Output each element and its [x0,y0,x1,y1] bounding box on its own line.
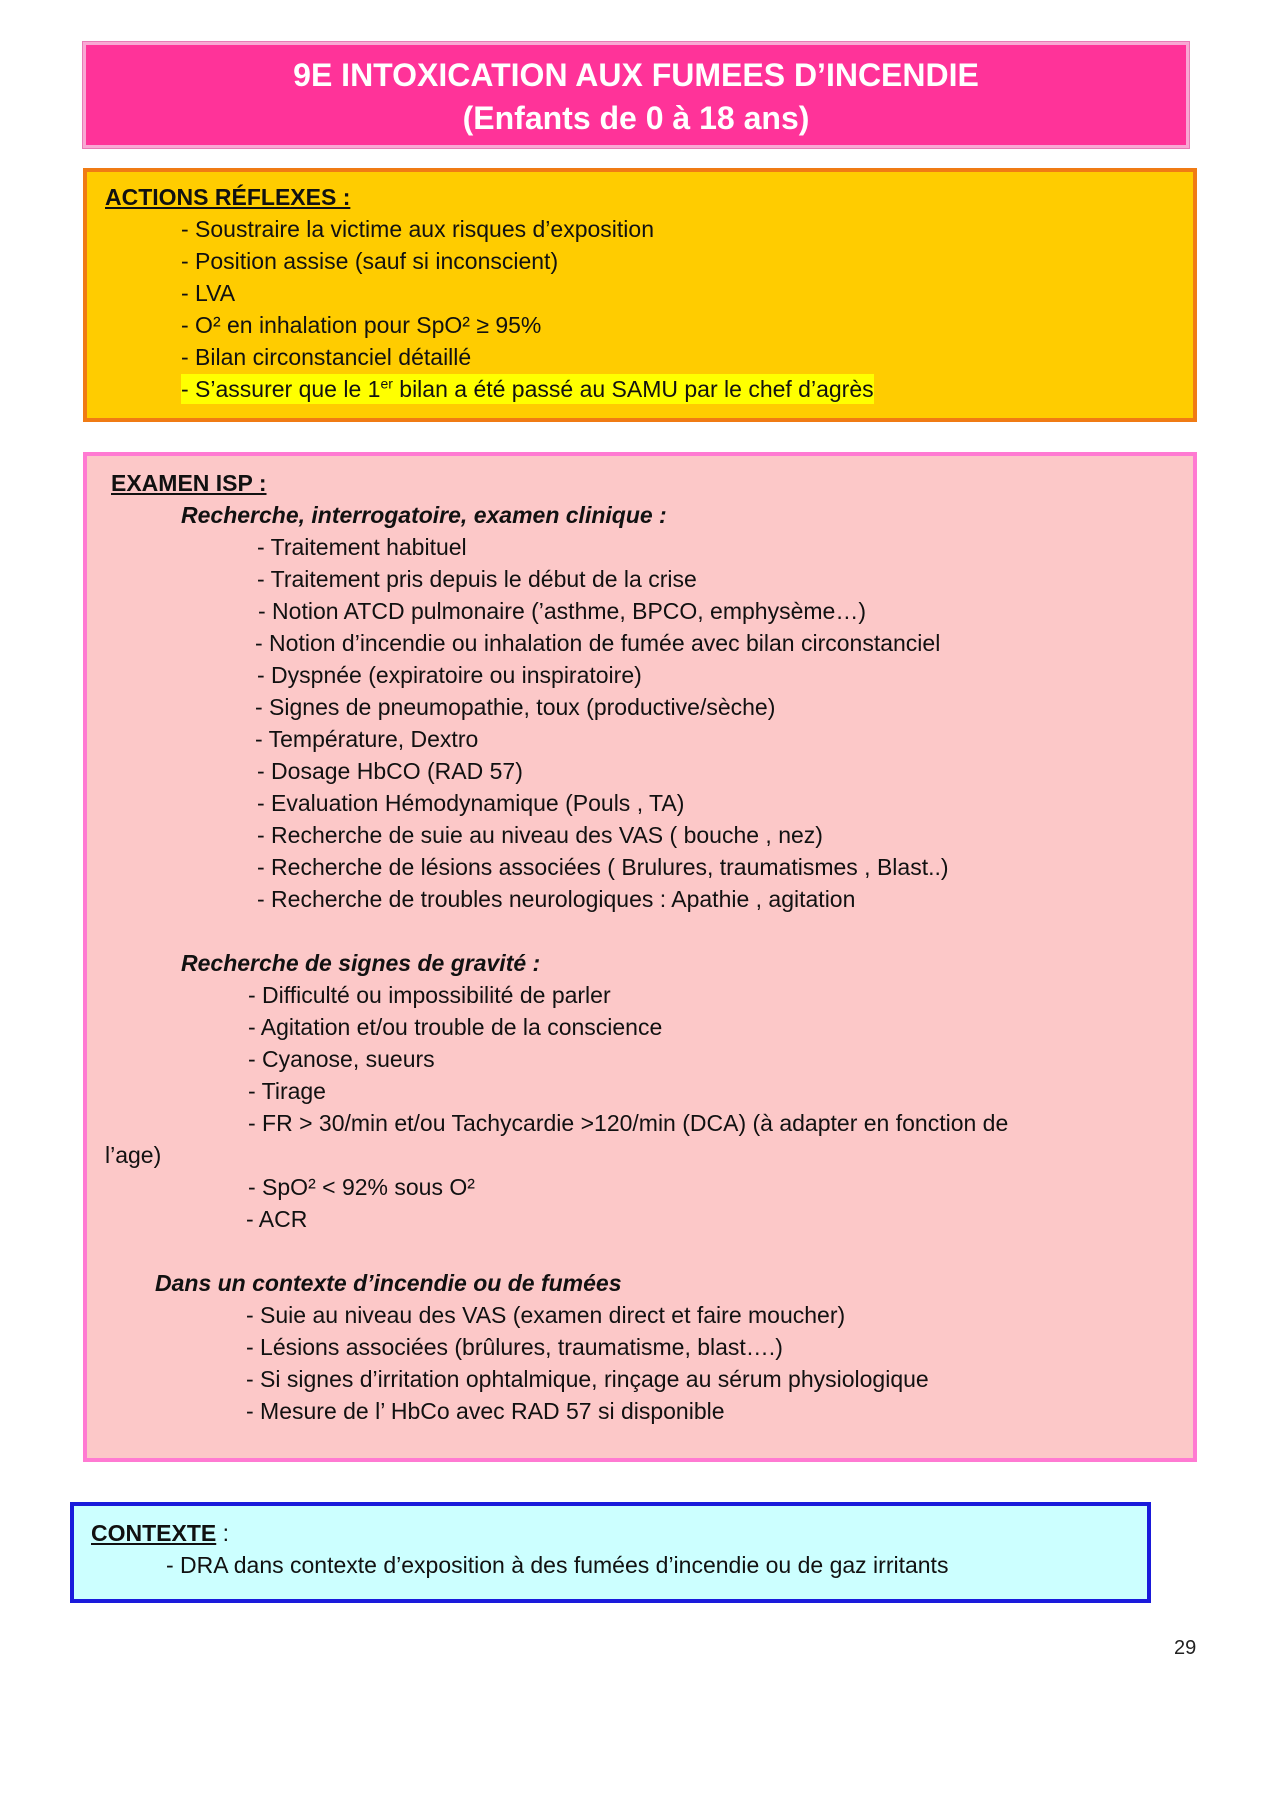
title-line-1: 9E INTOXICATION AUX FUMEES D’INCENDIE [293,57,979,93]
section1-item: - Température, Dextro [255,726,479,752]
actions-highlighted-item [181,374,874,404]
section1-item: - Recherche de lésions associées ( Brulures, traumatismes , Blast..) [257,854,949,880]
section3-item: - Suie au niveau des VAS (examen direct et faire moucher) [246,1302,846,1328]
section1-item: - Recherche de suie au niveau des VAS ( bouche , nez) [257,822,823,848]
section3-item: - Si signes d’irritation ophtalmique, rinçage au sérum physiologique [246,1366,929,1392]
actions-reflexes-box [83,168,1197,422]
section2-item: - ACR [246,1206,308,1232]
contexte-box [70,1502,1151,1603]
actions-item: - O² en inhalation pour SpO² ≥ 95% [181,312,542,338]
section1-item: - Notion ATCD pulmonaire (’asthme, BPCO, emphysème…) [258,598,866,624]
actions-item: - Position assise (sauf si inconscient) [181,248,559,274]
section2-item: - FR > 30/min et/ou Tachycardie >120/min (DCA) (à adapter en fonction de [248,1110,1009,1136]
examen-heading: EXAMEN ISP : [111,470,267,496]
title-line-2: (Enfants de 0 à 18 ans) [462,100,810,136]
actions-item: - Bilan circonstanciel détaillé [181,344,472,370]
section1-item: - Signes de pneumopathie, toux (productive/sèche) [255,694,776,720]
section1-item: - Evaluation Hémodynamique (Pouls , TA) [257,790,685,816]
page-number: 29 [1174,1637,1197,1659]
section3-item: - Lésions associées (brûlures, traumatisme, blast….) [246,1334,783,1360]
section1-item: - Dyspnée (expiratoire ou inspiratoire) [257,662,642,688]
section2-item: - SpO² < 92% sous O² [248,1174,475,1200]
section1-title: Recherche, interrogatoire, examen clinique : [181,502,667,528]
section2-item: - Tirage [248,1078,326,1104]
section2-item: - Difficulté ou impossibilité de parler [248,982,611,1008]
section3-title: Dans un contexte d’incendie ou de fumées [155,1270,622,1296]
section2-item-wrap: l’age) [105,1142,162,1168]
contexte-heading: CONTEXTE [91,1520,217,1546]
section1-item: - Traitement pris depuis le début de la crise [257,566,697,592]
highlight-text-start: - S’assurer que le 1 [181,376,381,402]
contexte-heading-line [91,1518,229,1548]
title-banner [83,42,1189,148]
section1-item: - Traitement habituel [257,534,467,560]
actions-item: - LVA [181,280,236,306]
section1-item: - Recherche de troubles neurologiques : Apathie , agitation [257,886,856,912]
highlight-superscript: er [380,375,393,392]
examen-isp-box [83,452,1197,1462]
actions-item: - Soustraire la victime aux risques d’exposition [181,216,654,242]
contexte-colon: : [216,1520,230,1546]
section1-item: - Notion d’incendie ou inhalation de fumée avec bilan circonstanciel [255,630,941,656]
highlight-text-end: bilan a été passé au SAMU par le chef d’agrès [392,376,874,402]
section1-item: - Dosage HbCO (RAD 57) [257,758,523,784]
section3-item: - Mesure de l’ HbCo avec RAD 57 si disponible [246,1398,725,1424]
section2-title: Recherche de signes de gravité : [181,950,541,976]
section2-item: - Cyanose, sueurs [248,1046,435,1072]
contexte-item: - DRA dans contexte d’exposition à des fumées d’incendie ou de gaz irritants [166,1552,949,1578]
section2-item: - Agitation et/ou trouble de la conscience [248,1014,663,1040]
actions-heading: ACTIONS RÉFLEXES : [105,184,351,210]
